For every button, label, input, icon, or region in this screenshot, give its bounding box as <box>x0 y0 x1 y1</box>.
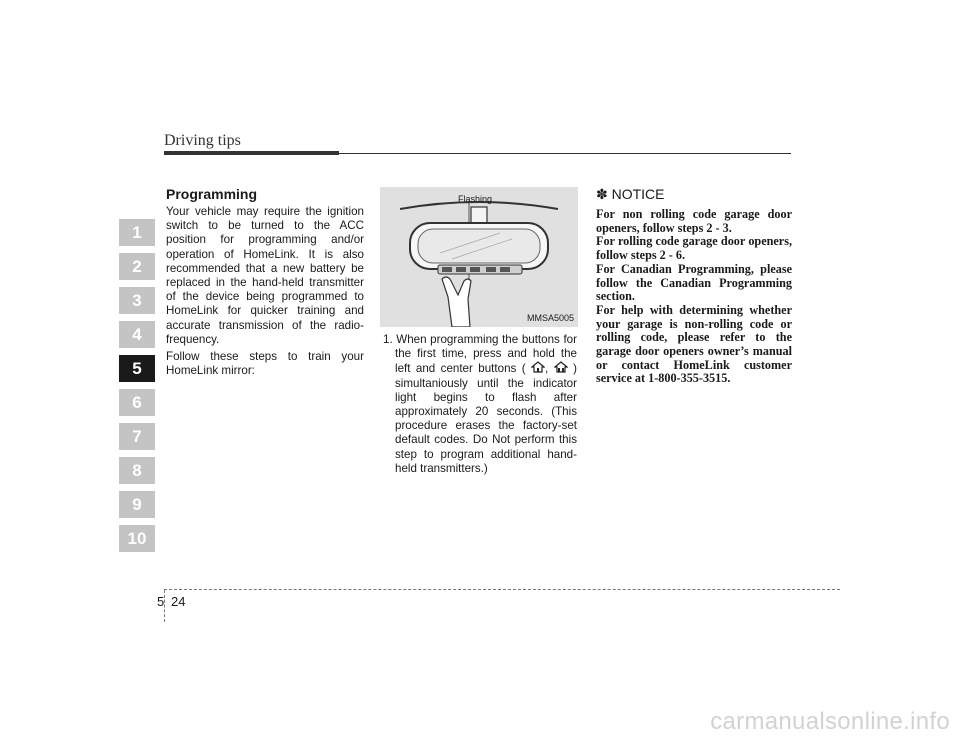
homelink-button-1-icon <box>531 361 545 373</box>
chapter-tab-10[interactable]: 10 <box>119 525 155 552</box>
chapter-tab-8[interactable]: 8 <box>119 457 155 484</box>
chapter-tab-3[interactable]: 3 <box>119 287 155 314</box>
homelink-button-2-icon <box>554 361 568 373</box>
chapter-tab-4[interactable]: 4 <box>119 321 155 348</box>
notice-line-1: For non rolling code garage door openers, follow steps 2 - 3. <box>596 207 792 235</box>
watermark: carmanualsonline.info <box>710 708 950 735</box>
chapter-tab-9[interactable]: 9 <box>119 491 155 518</box>
mirror-illustration <box>380 187 578 327</box>
step-1-text-before: 1. When programming the buttons for the first time, press and hold the left and center buttons ( <box>383 333 577 376</box>
figure-code: MMSA5005 <box>526 313 574 323</box>
chapter-tab-7[interactable]: 7 <box>119 423 155 450</box>
programming-paragraph-1: Your vehicle may require the ignition switch to be turned to the ACC position for programming and/or operation of HomeLink. It is also recommended that a new battery be replaced in the hand-held transmitter of the device being programmed to HomeLink for quicker training and accurate transmission of the radio-frequency. <box>166 205 364 346</box>
step-1-text-mid: , <box>545 362 549 376</box>
notice-line-4: For help with determining whether your garage is non-rolling code or rolling code, please refer to the garage door openers owner’s manual or contact HomeLink customer service at 1-800-355-3515. <box>596 302 792 386</box>
header-bar <box>164 151 339 155</box>
step-1 <box>383 333 577 476</box>
figure-flashing-label: Flashing <box>458 194 493 204</box>
chapter-tab-6[interactable]: 6 <box>119 389 155 416</box>
homelink-mirror-figure <box>380 187 578 327</box>
notice-line-2: For rolling code garage door openers, follow steps 2 - 6. <box>596 234 792 263</box>
programming-paragraph-2: Follow these steps to train your HomeLink mirror: <box>166 350 364 378</box>
header-rule <box>339 153 791 154</box>
chapter-tabs <box>119 219 155 559</box>
chapter-tab-1[interactable]: 1 <box>119 219 155 246</box>
step-1-text <box>383 333 577 476</box>
chapter-tab-5[interactable]: 5 <box>119 355 155 382</box>
page-header-title: Driving tips <box>164 132 241 149</box>
programming-section <box>166 186 364 381</box>
notice-line-3: For Canadian Programming, please follow the Canadian Programming section. <box>596 261 792 304</box>
chapter-tab-2[interactable]: 2 <box>119 253 155 280</box>
notice-section <box>596 186 792 386</box>
footer-rule <box>164 589 840 590</box>
step-1-text-after: ) simultaniously until the indicator light begins to flash after approximately 20 seconds. (This procedure erases the factory-set default codes. Do Not perform this step to program additional hand-held transmitters.) <box>395 362 577 475</box>
footer-chapter-number: 5 <box>157 594 165 609</box>
notice-heading: ✽ NOTICE <box>596 186 665 202</box>
footer-page-number: 24 <box>171 594 186 609</box>
programming-heading: Programming <box>166 186 258 202</box>
